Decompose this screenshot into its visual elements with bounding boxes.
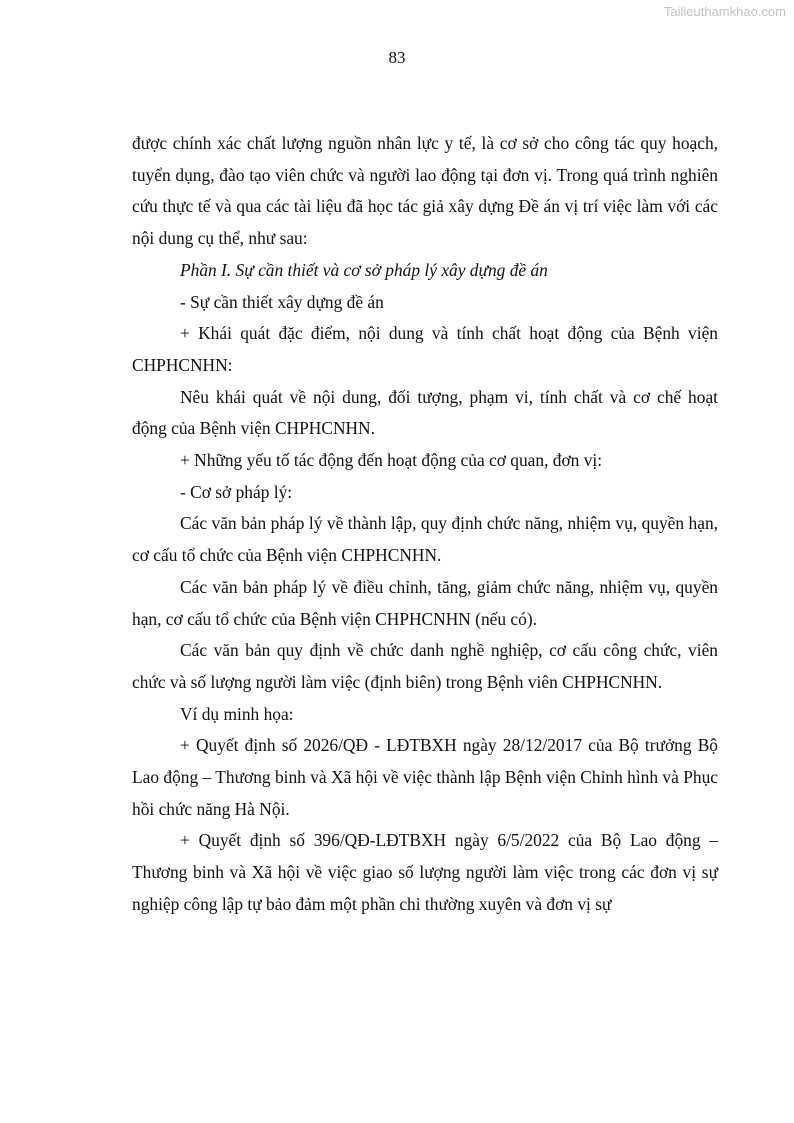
- paragraph: Các văn bản pháp lý về điều chỉnh, tăng, giảm chức năng, nhiệm vụ, quyền hạn, cơ cấu tổ chức của Bệnh viện CHPHCNHN (nếu có).: [132, 576, 718, 629]
- paragraph: Ví dụ minh họa:: [180, 703, 294, 724]
- paragraph: được chính xác chất lượng nguồn nhân lực y tế, là cơ sở cho công tác quy hoạch, tuyển dụng, đào tạo viên chức và người lao động tại đơn vị. Trong quá trình nghiên cứu thực tế và qua các tài liệu đã học tác giả xây dựng Đề án vị trí việc làm với các nội dung cụ thể, như sau:: [132, 133, 718, 249]
- document-body: [132, 128, 718, 921]
- paragraph: + Quyết định số 396/QĐ-LĐTBXH ngày 6/5/2022 của Bộ Lao động – Thương binh và Xã hội về việc giao số lượng người làm việc trong các đơn vị sự nghiệp công lập tự bảo đảm một phần chi thường xuyên và đơn vị sự: [132, 830, 718, 914]
- paragraph: - Cơ sở pháp lý:: [180, 481, 293, 502]
- paragraph: Các văn bản quy định về chức danh nghề nghiệp, cơ cấu công chức, viên chức và số lượng người làm việc (định biên) trong Bệnh viên CHPHCNHN.: [132, 640, 718, 692]
- page-number: 83: [388, 48, 406, 67]
- section-heading: Phần I. Sự cần thiết và cơ sở pháp lý xây dựng đề án: [180, 259, 548, 280]
- watermark: Tailieuthamkhao.com: [663, 4, 786, 19]
- paragraph: - Sự cần thiết xây dựng đề án: [180, 291, 384, 312]
- paragraph: Các văn bản pháp lý về thành lập, quy định chức năng, nhiệm vụ, quyền hạn, cơ cấu tổ chức của Bệnh viện CHPHCNHN.: [132, 513, 718, 566]
- paragraph: + Những yếu tố tác động đến hoạt động của cơ quan, đơn vị:: [180, 450, 603, 471]
- paragraph: Nêu khái quát về nội dung, đối tượng, phạm vi, tính chất và cơ chế hoạt động của Bệnh viện CHPHCNHN.: [132, 386, 718, 439]
- paragraph: + Khái quát đặc điểm, nội dung và tính chất hoạt động của Bệnh viện CHPHCNHN:: [132, 323, 718, 375]
- paragraph: + Quyết định số 2026/QĐ - LĐTBXH ngày 28/12/2017 của Bộ trưởng Bộ Lao động – Thương binh và Xã hội về việc thành lập Bệnh viện Chỉnh hình và Phục hồi chức năng Hà Nội.: [132, 735, 718, 819]
